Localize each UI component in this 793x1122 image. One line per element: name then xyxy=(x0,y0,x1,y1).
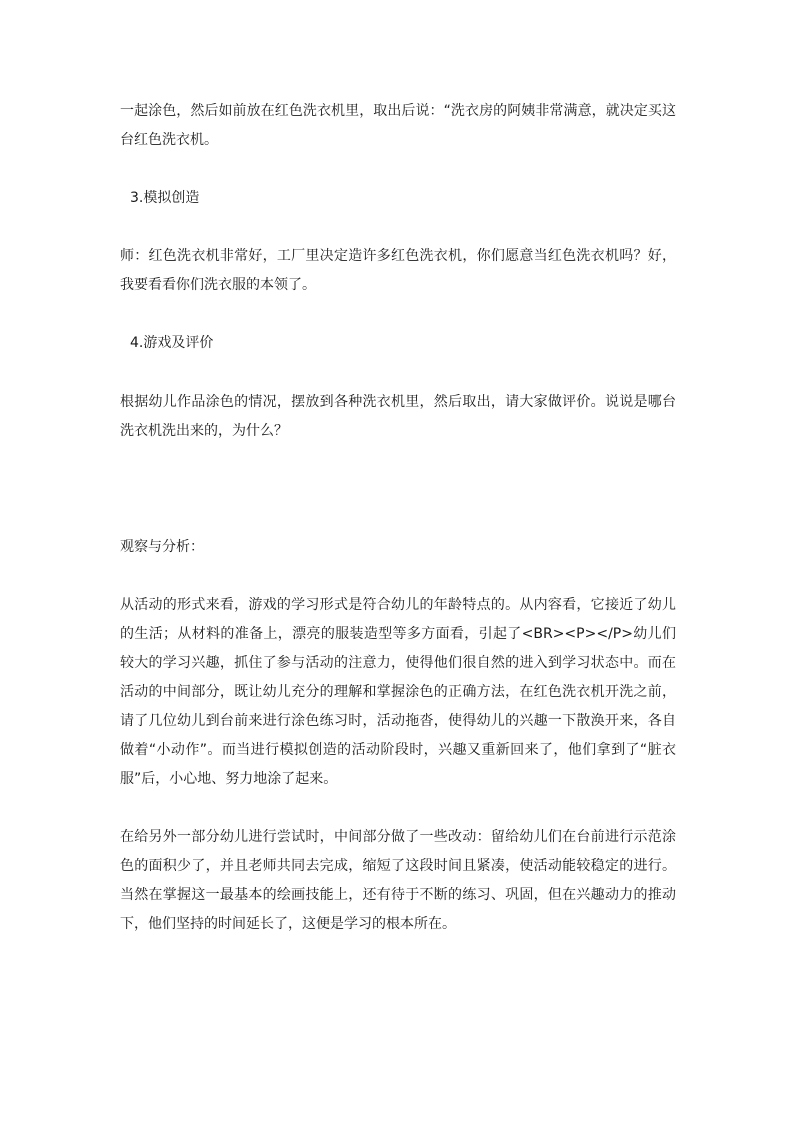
section-heading-game-evaluation: 4.游戏及评价 xyxy=(130,335,214,351)
paragraph-analysis-1: 从活动的形式来看，游戏的学习形式是符合幼儿的年龄特点的。从内容看，它接近了幼儿的生活；从材料的准备上，漂亮的服装造型等多方面看，引起了<BR><P></P>幼儿们较大的学习兴趣，抓住了参与活动的注意力，使得他们很自然的进入到学习状态中。而在活动的中间部分，既让幼儿充分的理解和掌握涂色的正确方法，在红色洗衣机开洗之前，请了几位幼儿到台前来进行涂色练习时，活动拖沓，使得幼儿的兴趣一下散涣开来，各自做着“小动作”。而当进行模拟创造的活动阶段时，兴趣又重新回来了，他们拿到了“脏衣服”后，小心地、努力地涂了起来。 xyxy=(120,597,676,787)
observation-heading: 观察与分析： xyxy=(120,539,204,555)
paragraph-evaluation: 根据幼儿作品涂色的情况，摆放到各种洗衣机里，然后取出，请大家做评价。说说是哪台洗衣机洗出来的，为什么？ xyxy=(120,394,676,439)
paragraph-coloring-demo: 一起涂色，然后如前放在红色洗衣机里，取出后说：“洗衣房的阿姨非常满意，就决定买这台红色洗衣机。 xyxy=(120,103,676,148)
paragraph-teacher-speech: 师：红色洗衣机非常好，工厂里决定造许多红色洗衣机，你们愿意当红色洗衣机吗？好，我要看看你们洗衣服的本领了。 xyxy=(120,248,676,293)
paragraph-analysis-2: 在给另外一部分幼儿进行尝试时，中间部分做了一些改动：留给幼儿们在台前进行示范涂色的面积少了，并且老师共同去完成，缩短了这段时间且紧凑，使活动能较稳定的进行。当然在掌握这一最基本的绘画技能上，还有待于不断的练习、巩固，但在兴趣动力的推动下，他们坚持的时间延长了，这便是学习的根本所在。 xyxy=(120,829,676,932)
section-heading-simulation: 3.模拟创造 xyxy=(130,190,200,206)
